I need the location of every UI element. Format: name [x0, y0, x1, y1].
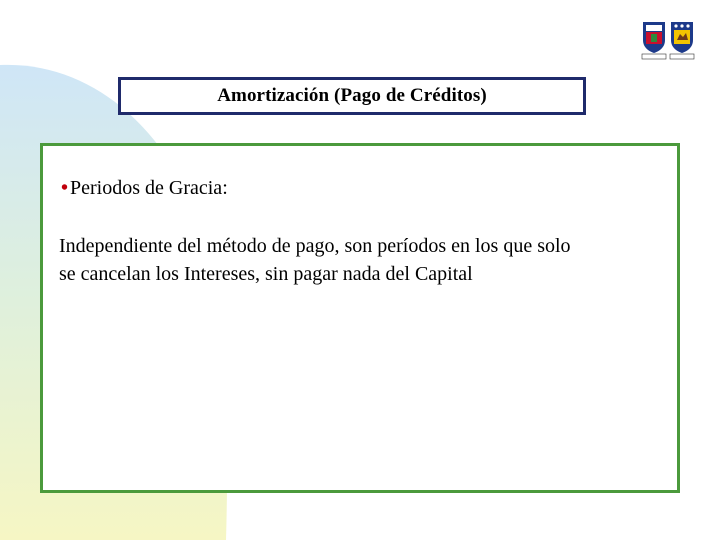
- slide-title-box: [118, 77, 586, 115]
- body-paragraph: [59, 232, 673, 288]
- body-line-1: Independiente del método de pago, son períodos en los que solo: [59, 235, 571, 257]
- faculty-crest-icon: [670, 22, 694, 59]
- institution-logos: [640, 20, 698, 62]
- body-line-2: se cancelan los Intereses, sin pagar nada del Capital: [59, 263, 473, 285]
- university-crest-icon: [642, 22, 666, 59]
- bullet-suffix: :: [222, 177, 228, 199]
- bullet-heading: [61, 177, 228, 200]
- slide-title: Amortización (Pago de Créditos): [217, 85, 487, 106]
- bullet-marker: •: [61, 177, 69, 199]
- bullet-term: Periodos de Gracia: [70, 177, 223, 199]
- content-box: [40, 143, 680, 493]
